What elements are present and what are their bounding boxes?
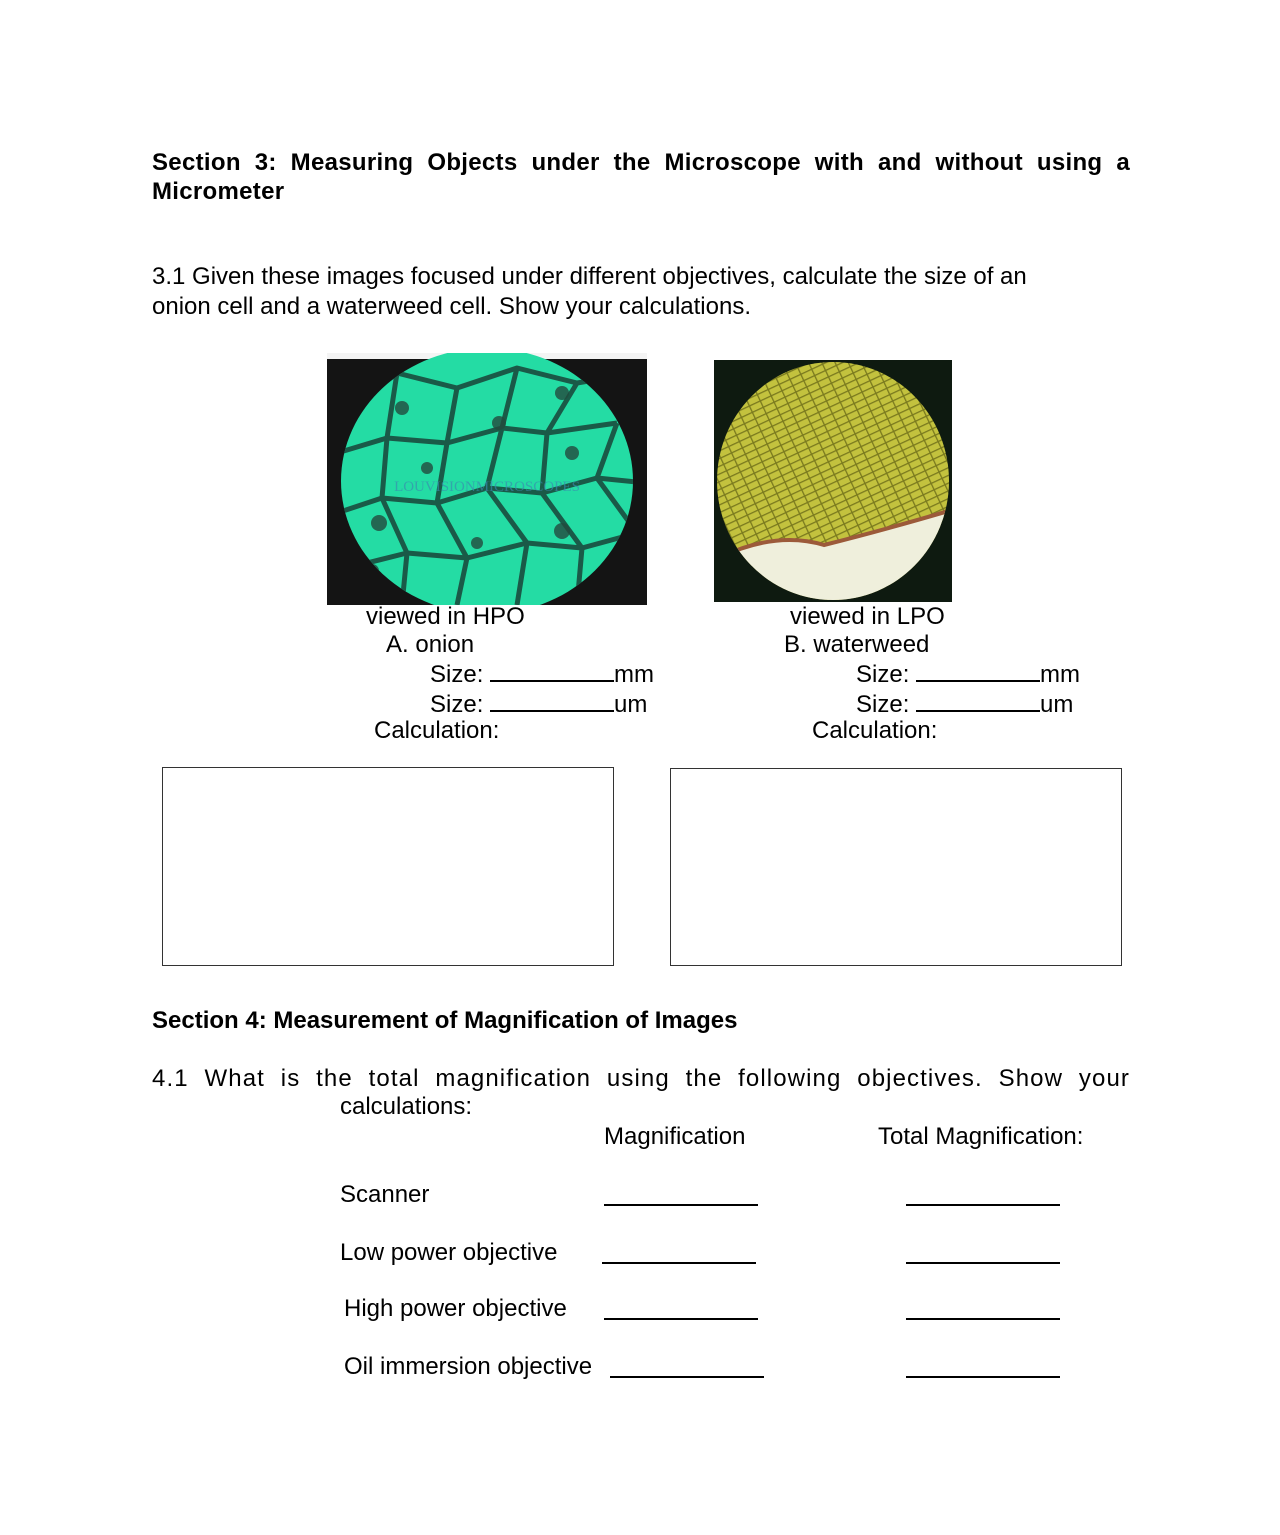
row-label-oil-immersion: Oil immersion objective bbox=[344, 1353, 593, 1380]
waterweed-size-um-blank[interactable] bbox=[916, 688, 1040, 712]
low-power-total-blank[interactable] bbox=[906, 1262, 1060, 1264]
row-label-low-power: Low power objective bbox=[340, 1239, 558, 1266]
oil-immersion-magnification-blank[interactable] bbox=[610, 1376, 764, 1378]
row-label-scanner: Scanner bbox=[340, 1181, 430, 1208]
scanner-total-blank[interactable] bbox=[906, 1204, 1060, 1206]
scanner-magnification-blank[interactable] bbox=[604, 1204, 758, 1206]
onion-viewed-label: viewed in HPO bbox=[366, 603, 525, 630]
onion-calculation-box[interactable] bbox=[162, 767, 614, 966]
question-4-1-line-1: 4.1 What is the total magnification using the following objectives. Show your bbox=[152, 1065, 1130, 1092]
high-power-magnification-blank[interactable] bbox=[604, 1318, 758, 1320]
onion-size-um-blank[interactable] bbox=[490, 688, 614, 712]
question-4-1-line-2: calculations: bbox=[340, 1093, 473, 1120]
onion-size-mm-blank[interactable] bbox=[490, 658, 614, 682]
waterweed-size-mm-blank[interactable] bbox=[916, 658, 1040, 682]
waterweed-calculation-label: Calculation: bbox=[812, 717, 938, 744]
onion-cell-micrograph bbox=[327, 353, 647, 605]
row-label-high-power: High power objective bbox=[344, 1295, 567, 1322]
onion-label: A. onion bbox=[386, 631, 475, 658]
waterweed-viewed-label: viewed in LPO bbox=[790, 603, 945, 630]
section-4-heading: Section 4: Measurement of Magnification of Images bbox=[152, 1007, 738, 1034]
waterweed-size-um-row: Size: um bbox=[856, 688, 1073, 719]
onion-calculation-label: Calculation: bbox=[374, 717, 500, 744]
onion-size-um-row: Size: um bbox=[430, 688, 647, 719]
waterweed-label: B. waterweed bbox=[784, 631, 930, 658]
column-header-total-magnification: Total Magnification: bbox=[878, 1123, 1084, 1150]
onion-watermark: LOUVISIONMICROSCOPES bbox=[394, 479, 580, 495]
section-3-heading: Section 3: Measuring Objects under the Microscope with and without using a Micrometer bbox=[152, 149, 1130, 205]
low-power-magnification-blank[interactable] bbox=[602, 1262, 756, 1264]
waterweed-cell-micrograph bbox=[714, 360, 952, 602]
onion-size-mm-row: Size: mm bbox=[430, 658, 654, 689]
high-power-total-blank[interactable] bbox=[906, 1318, 1060, 1320]
column-header-magnification: Magnification bbox=[604, 1123, 746, 1150]
question-3-1-line-2: onion cell and a waterweed cell. Show your calculations. bbox=[152, 293, 752, 320]
waterweed-calculation-box[interactable] bbox=[670, 768, 1122, 966]
oil-immersion-total-blank[interactable] bbox=[906, 1376, 1060, 1378]
waterweed-size-mm-row: Size: mm bbox=[856, 658, 1080, 689]
question-3-1-line-1: 3.1 Given these images focused under different objectives, calculate the size of an bbox=[152, 263, 1027, 290]
